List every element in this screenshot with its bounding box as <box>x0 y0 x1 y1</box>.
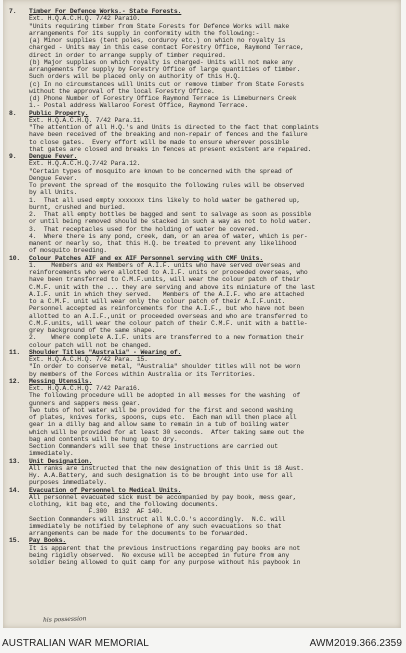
order-paragraph <box>9 8 395 110</box>
record-id-label: AWM2019.366.2359 <box>309 638 402 649</box>
typed-line: It is apparent that the previous instructions regarding pay books are not <box>29 544 301 552</box>
typed-line: "In order to conserve metal, "Australia" shoulder titles will not be worn <box>29 363 301 371</box>
caption-bar <box>0 636 406 653</box>
typed-line: Ext. H.Q.A.C.H.Q. 7/42 Para. 15. <box>29 356 148 363</box>
paragraph-title: Timber For Defence Works.- State Forests. <box>29 8 182 15</box>
typed-line: The following procedure will be adopted in all messes for the washing of <box>29 392 301 400</box>
paragraph-number: 8. <box>9 109 17 117</box>
typed-line: Ext. H.Q.A.C.H.Q. 7/42 Para10. <box>29 15 141 23</box>
typed-line: Ext. H.Q.A.C.H.Q.7/42 Para.12. <box>29 160 141 168</box>
typed-line: Ext. H.Q.A.C.H.Q. 7/42 Para16. <box>29 385 141 392</box>
typed-line: by all Units. <box>29 189 78 197</box>
typed-line: C.M.F. unit with the ... they are serving and above its miniature of the last <box>29 283 316 291</box>
paragraph-body <box>9 117 395 153</box>
typed-line: purposes immediately. <box>29 479 108 487</box>
paragraph-body <box>9 262 395 349</box>
paragraph-number: 10. <box>9 254 21 262</box>
typed-line: manent or nearly so, that this H.Q. be treated to prevent any likelihood <box>29 240 297 247</box>
typed-line: "The attention of all H.Q.'s and Units is directed to the fact that complaints <box>29 124 319 131</box>
order-paragraph <box>9 458 395 487</box>
typed-line: Section Commanders will see that these instructions are carried out <box>29 443 278 450</box>
typed-line: Hy. A.A.Battery, and such designation is to be brought into use for all <box>29 472 293 479</box>
typed-line: C.M.F.units, will wear the colour patch of their C.M.F. unit with a battle- <box>29 319 308 327</box>
typed-line: Section Commanders will instruct all N.C.O.'s accordingly. N.C. will <box>29 515 286 523</box>
paragraph-title: Evacuation of Personnel to Medical Units. <box>29 486 182 494</box>
paragraph-heading <box>9 255 395 262</box>
paragraph-body <box>9 545 395 567</box>
paragraph-heading <box>9 153 395 160</box>
paragraph-body <box>9 160 395 254</box>
document-sheet <box>3 0 401 628</box>
typed-line: being rigidly observed. No excuse will be accepted in future from any <box>29 551 290 559</box>
typed-line: 1.- Postal address Wallaroo Forest Office, Raymond Terrace. <box>29 102 249 110</box>
paragraph-title: Messing Utensils. <box>29 377 93 385</box>
paragraph-number: 11. <box>9 348 21 356</box>
paragraph-body <box>9 385 395 458</box>
typed-line: All ranks are instructed that the new designation of this Unit is 18 Aust. <box>29 464 304 472</box>
order-paragraph <box>9 110 395 154</box>
paragraph-body <box>9 465 395 487</box>
typed-line: 4. Where there is any pond, creek, dam, or an area of water, which is per- <box>29 232 308 240</box>
paragraph-heading <box>9 458 395 465</box>
typed-line: "Units requiring timber from State Forests for Defence Works will make <box>29 22 290 30</box>
paragraph-title: Shoulder Titles "Australia" - Wearing of. <box>29 348 182 356</box>
typed-line: F.300 B132 AF 140. <box>29 508 163 516</box>
typed-line: allotted to an A.I.F.,unit or proceeded overseas and who are transferred to <box>29 312 308 320</box>
typed-line: 2. That all empty bottles be bagged and sent to salvage as soon as possible <box>29 211 312 218</box>
typed-line: A.I.F. unit in which they served. Members of the A.I.F. who are attached <box>29 290 304 298</box>
typed-line: grey background of the same shape. <box>29 327 156 334</box>
typed-line: "Certain types of mosquito are known to be concerned with the spread of <box>29 167 293 175</box>
typed-line: Dengue Fever. <box>29 174 78 182</box>
typed-line: Ext. H.Q.A.C.H.Q. 7/42 Para.11. <box>29 116 145 124</box>
typed-line: arrangements for its supply in conformity with the following:- <box>29 29 260 37</box>
typed-line: 3. That receptacles used for the holding of water be covered. <box>29 225 260 233</box>
typed-line: Two tubs of hot water will be provided for the first and second washing <box>29 406 293 414</box>
paragraph-number: 12. <box>9 377 21 385</box>
typed-line: charged - Units may in this case contact Forestry Office, Raymond Terrace, <box>29 44 304 52</box>
paragraph-number: 15. <box>9 537 21 545</box>
order-paragraph <box>9 487 395 538</box>
paragraph-body <box>9 356 395 378</box>
typed-line: to close gates. Every effort will be made to ensure wherever possible <box>29 138 290 146</box>
typed-line: have been transferred to C.M.F.units, will wear the colour patch of their <box>29 276 301 284</box>
order-paragraph <box>9 378 395 458</box>
typed-line: (d) Phone Number of Forestry Office Raymond Terrace is Limeburners Creek <box>29 95 297 102</box>
paragraph-heading <box>9 110 395 117</box>
order-paragraph <box>9 153 395 255</box>
typed-line: reinforcements who were allotted to A.I.F. units or proceeded overseas, who <box>29 269 308 276</box>
typed-line: arrangements for supply by Forestry Office of large quantities of timber. <box>29 66 301 73</box>
typed-line: bag and contents will be hung up to dry. <box>29 435 178 443</box>
typed-line: by members of the Forces within Australia or its Territories. <box>29 370 256 378</box>
typed-line: clothing, kit bag etc, and the following documents. <box>29 501 219 508</box>
typed-line: of mosquito breeding. <box>29 247 108 255</box>
typed-line: which will be provided for at least 30 seconds. After taking same out the <box>29 428 304 436</box>
typed-line: soldier being allowed to quit camp for any purpose without his paybook in <box>29 559 301 566</box>
paragraph-heading <box>9 537 395 544</box>
typed-line: that gates are closed and breaks in fences at present existent are repaired. <box>29 145 312 153</box>
typed-line: 2. Where complete A.I.F. units are transferred to a new formation their <box>29 334 304 342</box>
order-paragraph <box>9 537 395 566</box>
order-paragraph <box>9 349 395 378</box>
paragraph-title: Dengue Fever. <box>29 153 78 160</box>
typed-line: (b) Major supplies on which royalty is charged- Units will not make any <box>29 58 293 66</box>
paragraph-heading <box>9 378 395 385</box>
typed-line: gear in a dilly bag and allow same to remain in a tub of boiling water <box>29 421 290 429</box>
typed-line: Personnel accepted as reinforcements for the A.I.F., but who have not been <box>29 305 304 313</box>
paragraph-title: Colour Patches AIF and ex AIF Personnel serving with CMF Units. <box>29 254 264 262</box>
typed-line: gunners and sappers mess gear. <box>29 399 141 407</box>
typed-line: immediately. <box>29 450 74 458</box>
paragraph-heading <box>9 487 395 494</box>
typed-orders <box>9 8 395 566</box>
typed-line: 1. Members and ex Members of A.I.F. units who have served overseas and <box>29 261 301 269</box>
paragraph-number: 9. <box>9 153 17 160</box>
typed-line: direct in order to arrange supply of timber required. <box>29 51 226 59</box>
paragraph-heading <box>9 8 395 15</box>
typed-line: have been received of the breaking and non-repair of fences and the failure <box>29 131 308 139</box>
typed-line: (c) In no circumstances will Units cut or remove timber from State Forests <box>29 80 304 88</box>
paragraph-title: Pay Books. <box>29 537 67 545</box>
typed-line: arrangements can be made for the documents to be forwarded. <box>29 530 249 537</box>
typed-line: to a C.M.F. unit will wear only the colour patch of their A.I.F.unit. <box>29 298 286 305</box>
paragraph-number: 7. <box>9 8 17 15</box>
typed-line: or until being removed should be stacked in such a way as not to hold water. <box>29 218 312 226</box>
paragraph-body <box>9 15 395 109</box>
typed-line: immediately be notified by telephone of any such evacuations so that <box>29 522 282 530</box>
paragraph-body <box>9 494 395 538</box>
paragraph-title: Public Property. <box>29 109 89 117</box>
typed-line: To prevent the spread of the mosquito the following rules will be observed <box>29 182 304 189</box>
paragraph-number: 13. <box>9 457 21 465</box>
typed-line: All personnel evacuated sick must be accompanied by pay book, mess gear, <box>29 493 297 501</box>
credit-label: AUSTRALIAN WAR MEMORIAL <box>2 638 149 649</box>
typed-line: colour patch will not be changed. <box>29 341 152 349</box>
paragraph-heading <box>9 349 395 356</box>
typed-line: of plates, knives forks, spoons, cups etc. Each man will then place all <box>29 414 297 421</box>
typed-line: Such orders will be placed only on authority of this H.Q. <box>29 73 241 81</box>
handwritten-note: his possession <box>42 615 87 624</box>
typed-line: 1. That all used empty xxxxxxx tins likely to hold water be gathered up, <box>29 196 301 204</box>
order-paragraph <box>9 255 395 349</box>
paragraph-title: Unit Designation. <box>29 457 93 465</box>
typed-line: without the approval of the local Forestry Office. <box>29 87 215 95</box>
paragraph-number: 14. <box>9 486 21 494</box>
typed-line: (a) Minor supplies (tent poles, corduroy etc.) on which no royalty is <box>29 37 286 44</box>
typed-line: burnt, crushed and buried. <box>29 203 126 211</box>
